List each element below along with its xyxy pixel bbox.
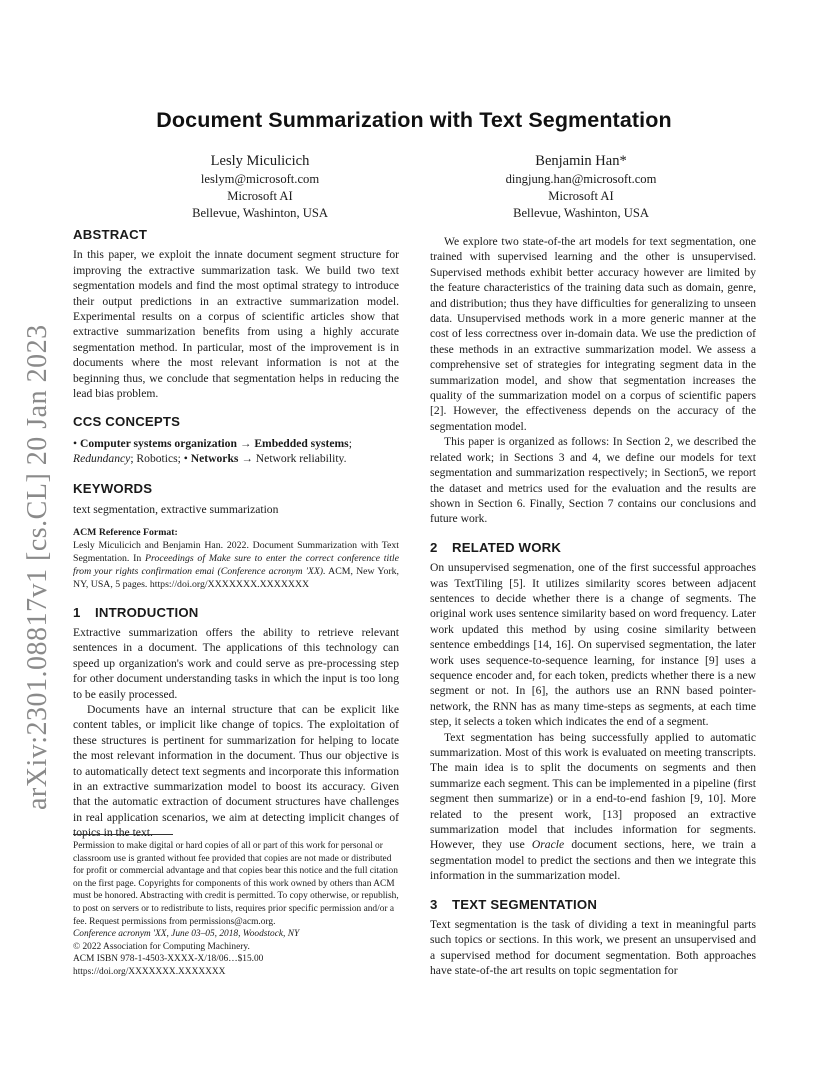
keywords-text: text segmentation, extractive summarization [73,503,279,517]
conference-line: Conference acronym 'XX, June 03–05, 2018, Woodstock, NY [73,929,300,940]
keywords-heading: KEYWORDS [73,480,153,496]
acm-reference: ACM Reference Format: Lesly Miculicich and Benjamin Han. 2022. Document Summarization with Text Segmentation. In Proceedings of Make sure to enter the correct conference title from your rights confirmation emai (Conference acronym 'XX). ACM, New York, NY, USA, 5 pages. https://doi.org/XXXXXXX.XXXXXXX [73,526,399,590]
related-paragraph: On unsupervised segmenation, one of the first successful approaches was TextTiling [5]. It utilizes similarity scores between adjacent sentences to decide whether there is a change of segments. The original work uses sentence similarity based on word frequency. Later work updated this method by using cosine similarity between sentence embeddings [14, 16]. On supervised segmentation, the later work uses sequence-to-sequence learning, for instance [9] uses a sequence encoder and, for each token, predicts whether there is a new segment or not. In [6], the authors use an RNN based pointer-network, the RNN has as many time-steps as segments, at each time step, it selects a token which indicates the end of a segment. [430,561,756,729]
right-column [430,234,756,979]
intro-paragraph: Documents have an internal structure that can be explicit like content tables, or implicit like change of topics. The exploitation of these structures is pertinent for summarization for helping to locate the most relevant information in the document. Thus our objective is to automatically detect text segments and incorporate this information in an extractive summarization model to boost its accuracy. Given that the automatic extraction of document structures have challenges in real application scenarios, we aim at detecting implicit changes of topics in the text. [73,702,399,840]
author-location: Bellevue, Washinton, USA [192,206,328,220]
author-block-1 [155,152,365,222]
author-name: Lesly Miculicich [210,153,310,169]
related-paragraph: Text segmentation has being successfully applied to automatic summarization. Most of this work is evaluated on meeting transcripts. The main idea is to split the documents on segments and then summarize each segment. This can be implemented in a pipeline (first segment then summarize) or in a end-to-end fashion [9, 10]. More related to the present work, [13] proposed an extractive summarization model that includes information for segments. However, they use Oracle document sections, here, we train a segmentation model to predict the sections and then we integrate this information in the summarization model. [430,730,756,883]
author-email: leslym@microsoft.com [200,172,320,186]
ccs-concepts: • Computer systems organization → Embedded systems; Redundancy; Robotics; • Networks → Network reliability. [73,436,352,466]
body-paragraph: We explore two state-of-the art models for text segmentation, one trained with supervised learning and the other is unsupervised. Supervised methods exhibit better accuracy however are limited by the feature characteristics of the training data such as domain, genre, and distribution; thus they have difficulties for generalizing to unseen data. Unsupervised methods work in a more generic manner at the cost of less correctness over in-domain data. We use the prediction of these methods in an extractive summarization model. We assess a comprehensive set of strategies for integrating segment data in the summarization model, and show that segmentation increases the quality of the summarization model on a corpus of scientific papers [2]. However, the effectiveness depends on the accuracy of the segmentation model. [430,235,756,433]
paper-title: Document Summarization with Text Segmentation [156,108,672,132]
ccs-heading: CCS CONCEPTS [73,414,181,430]
acm-reference-heading: ACM Reference Format: [73,526,178,538]
doi-link[interactable]: https://doi.org/XXXXXXX.XXXXXXX [73,966,226,977]
author-location: Bellevue, Washinton, USA [513,206,649,220]
text-segmentation-heading: 3 TEXT SEGMENTATION [430,896,598,912]
intro-paragraph: Extractive summarization offers the ability to retrieve relevant sentences in a document. The applications of this technology can speed up organization's work and could serve as pre-processing step for other document understanding tasks in which the input is too long to be easily processed. [73,625,399,701]
author-org: Microsoft AI [548,189,614,203]
body-paragraph: This paper is organized as follows: In Section 2, we described the related work; in Sections 3 and 4, we define our models for text segmentation and summarization respectively; in Section5, we report the dataset and metrics used for the evaluation and the results are shown in Section 6. Finally, Section 7 contains our conclusions and future work. [430,435,756,526]
permission-notice: Permission to make digital or hard copies of all or part of this work for personal or classroom use is granted without fee provided that copies are not made or distributed for profit or commercial advantage and that copies bear this notice and the full citation on the first page. Copyrights for components of this work owned by others than ACM must be honored. Abstracting with credit is permitted. To copy otherwise, or republish, to post on servers or to redistribute to lists, requires prior specific permission and/or a fee. Request permissions from permissions@acm.org. [73,841,399,927]
isbn-line: ACM ISBN 978-1-4503-XXXX-X/18/06…$15.00 [73,954,264,965]
author-email: dingjung.han@microsoft.com [505,172,657,186]
author-org: Microsoft AI [227,189,293,203]
arxiv-identifier: arXiv:2301.08817v1 [cs.CL] 20 Jan 2023 [22,324,53,810]
author-name: Benjamin Han* [535,153,627,169]
related-work-heading: 2 RELATED WORK [430,539,562,555]
abstract-heading: ABSTRACT [73,227,148,242]
copyright-line: © 2022 Association for Computing Machinery. [73,941,250,952]
abstract-text: In this paper, we exploit the innate document segment structure for improving the extractive summarization task. We build two text segmentation models and find the most optimal strategy to introduce their output predictions in an extractive summarization model. Experimental results on a corpus of scientific articles show that extractive summarization benefits from using a highly accurate segmentation method. In particular, most of the improvement is in documents where the most relevant information is not at the beginning thus, we conclude that segmentation helps in reducing the lead bias problem. [73,248,399,401]
text-segmentation-paragraph: Text segmentation is the task of dividing a text in meaningful parts such topics or sections. In this work, we present an unsupervised and a supervised method for document segmentation. Both approaches have state-of-the art results on topic segmentation for [430,918,756,978]
author-block-2 [466,152,696,222]
left-column [73,227,399,841]
intro-heading: 1 INTRODUCTION [73,604,199,620]
footnote [73,834,399,979]
footnote-rule [73,834,173,835]
